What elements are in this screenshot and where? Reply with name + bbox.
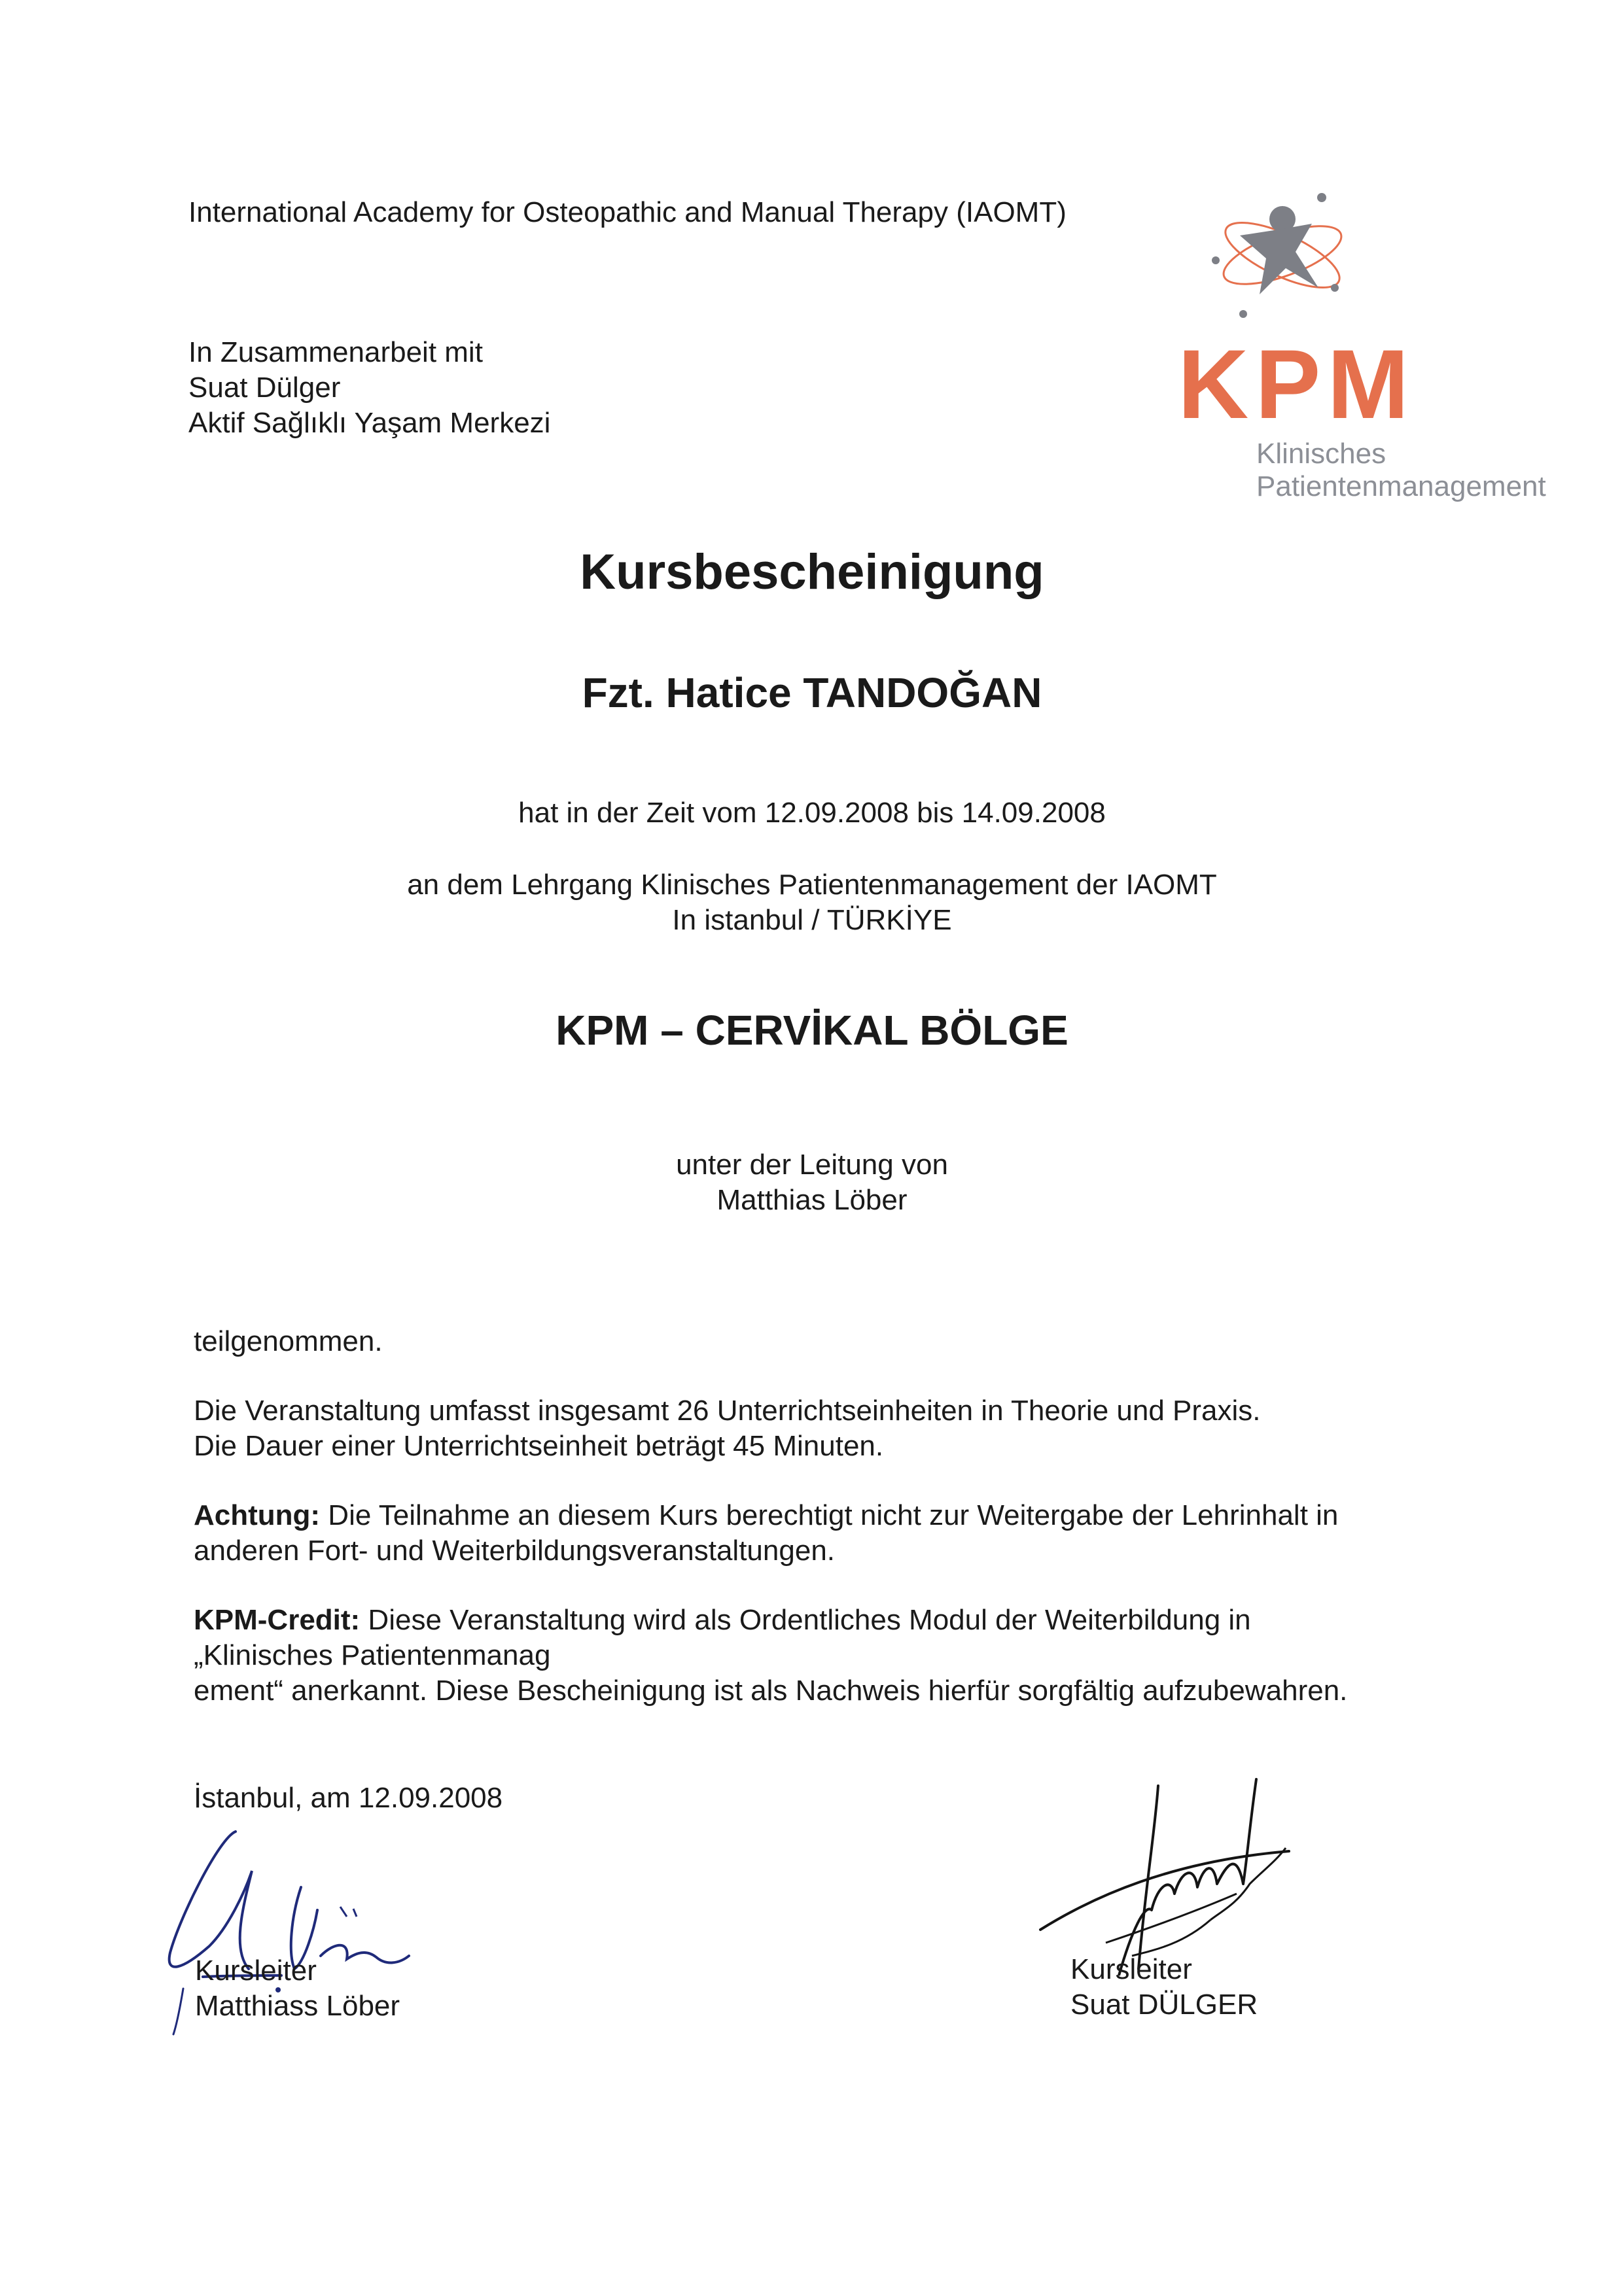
logo-subtitle-1: Klinisches: [1256, 438, 1386, 470]
attention-label: Achtung:: [194, 1499, 321, 1531]
logo-wordmark: KPM: [1178, 329, 1416, 439]
course-description: an dem Lehrgang Klinisches Patientenmanagement der IAOMT: [407, 869, 1217, 901]
course-period: hat in der Zeit vom 12.09.2008 bis 14.09.2008: [518, 797, 1106, 829]
logo-subtitle-2: Patientenmanagement: [1256, 470, 1546, 502]
credit-line-3: ement“ anerkannt. Diese Bescheinigung ist als Nachweis hierfür sorgfältig aufzubewahren.: [194, 1675, 1348, 1707]
attention-line-1: [194, 1498, 1338, 1533]
right-signer-name: Suat DÜLGER: [1070, 1989, 1258, 2021]
credit-line-2: „Klinisches Patientenmanag: [194, 1639, 551, 1671]
participant-name: Fzt. Hatice TANDOĞAN: [582, 669, 1042, 716]
course-title: KPM – CERVİKAL BÖLGE: [556, 1007, 1068, 1054]
credit-label: KPM-Credit:: [194, 1604, 361, 1636]
attention-line-2: anderen Fort- und Weiterbildungsveranstaltungen.: [194, 1535, 836, 1567]
course-location: In istanbul / TÜRKİYE: [672, 904, 952, 936]
lead-line: unter der Leitung von: [676, 1149, 948, 1181]
star-figure-icon: [1204, 190, 1361, 321]
right-signer-role: Kursleiter: [1070, 1953, 1192, 1985]
certificate-title: Kursbescheinigung: [580, 544, 1044, 600]
place-date: İstanbul, am 12.09.2008: [194, 1782, 503, 1814]
left-signer-role: Kursleiter: [195, 1955, 317, 1987]
attention-text: Die Teilnahme an diesem Kurs berechtigt nicht zur Weitergabe der Lehrinhalt in: [320, 1499, 1339, 1531]
cooperation-partner: Suat Dülger: [188, 372, 341, 404]
units-line-1: Die Veranstaltung umfasst insgesamt 26 Unterrichtseinheiten in Theorie und Praxis.: [194, 1395, 1261, 1427]
credit-line-1: [194, 1603, 1251, 1638]
academy-name: International Academy for Osteopathic and Manual Therapy (IAOMT): [188, 196, 1067, 228]
credit-text: Diese Veranstaltung wird als Ordentliches Modul der Weiterbildung in: [360, 1604, 1251, 1636]
left-signer-name: Matthiass Löber: [195, 1990, 400, 2022]
cooperation-institution: Aktif Sağlıklı Yaşam Merkezi: [188, 407, 551, 439]
units-line-2: Die Dauer einer Unterrichtseinheit beträgt 45 Minuten.: [194, 1430, 884, 1462]
participated-text: teilgenommen.: [194, 1325, 383, 1357]
cooperation-line-1: In Zusammenarbeit mit: [188, 336, 483, 368]
kpm-logo: [1178, 190, 1570, 504]
lead-name: Matthias Löber: [716, 1184, 908, 1216]
